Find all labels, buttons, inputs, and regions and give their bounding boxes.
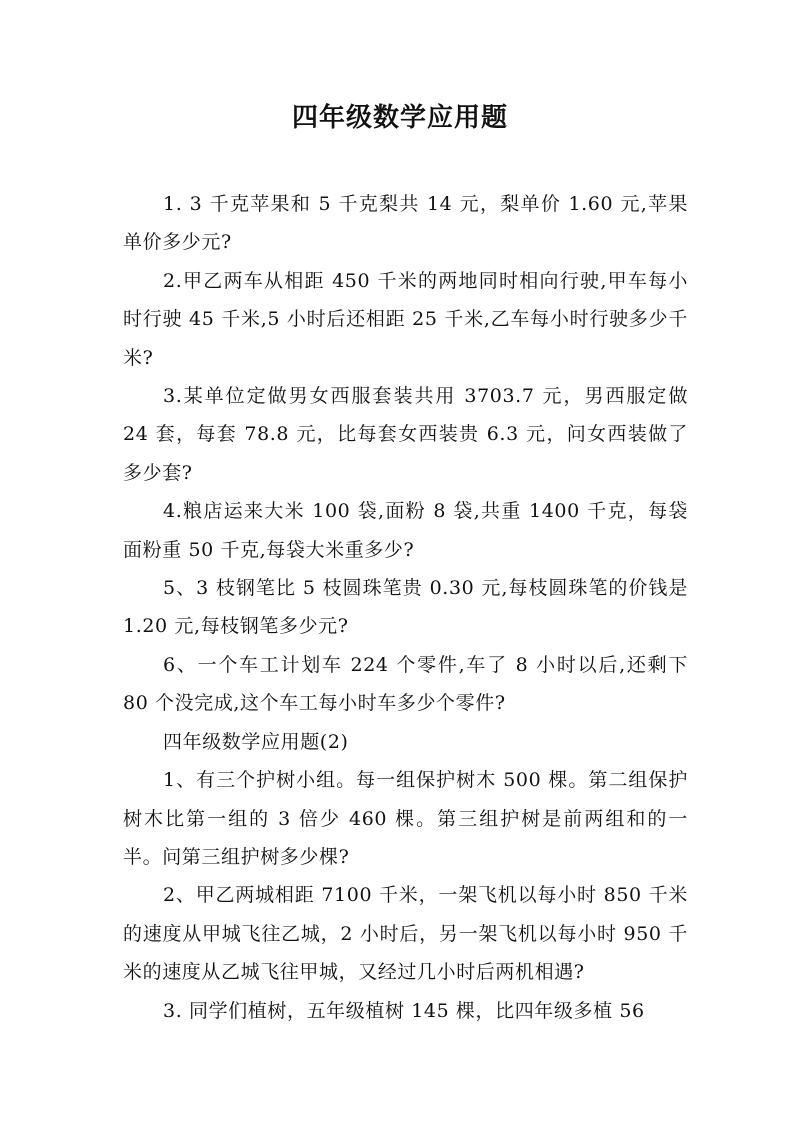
problem-2: 2.甲乙两车从相距 450 千米的两地同时相向行驶,甲车每小时行驶 45 千米,5 小时后还相距 25 千米,乙车每小时行驶多少千米? xyxy=(123,269,688,369)
section2-problem-3: 3. 同学们植树，五年级植树 145 棵，比四年级多植 56 xyxy=(163,999,645,1022)
problem-6: 6、一个车工计划车 224 个零件,车了 8 小时以后,还剩下 80 个没完成,这个车工每小时车多少个零件? xyxy=(123,653,688,715)
document-body xyxy=(123,185,688,1030)
section-heading-2: 四年级数学应用题(2) xyxy=(163,730,349,753)
section2-problem-2: 2、甲乙两城相距 7100 千米，一架飞机以每小时 850 千米的速度从甲城飞往乙城，2 小时后，另一架飞机以每小时 950 千米的速度从乙城飞往甲城，又经过几小时后两机相遇? xyxy=(123,884,688,984)
problem-5: 5、3 枝钢笔比 5 枝圆珠笔贵 0.30 元,每枝圆珠笔的价钱是 1.20 元,每枝钢笔多少元? xyxy=(123,577,688,638)
problem-4: 4.粮店运来大米 100 袋,面粉 8 袋,共重 1400 千克，每袋面粉重 50 千克,每袋大米重多少? xyxy=(123,500,688,561)
problem-3: 3.某单位定做男女西服套装共用 3703.7 元，男西服定做 24 套，每套 78.8 元，比每套女西装贵 6.3 元，问女西装做了多少套? xyxy=(123,385,688,484)
section2-problem-1: 1、有三个护树小组。每一组保护树木 500 棵。第二组保护树木比第一组的 3 倍少 460 棵。第三组护树是前两组和的一半。问第三组护树多少棵? xyxy=(123,769,688,868)
document-title: 四年级数学应用题 xyxy=(291,103,508,133)
problem-1: 1. 3 千克苹果和 5 千克梨共 14 元，梨单价 1.60 元,苹果单价多少元? xyxy=(123,193,688,254)
